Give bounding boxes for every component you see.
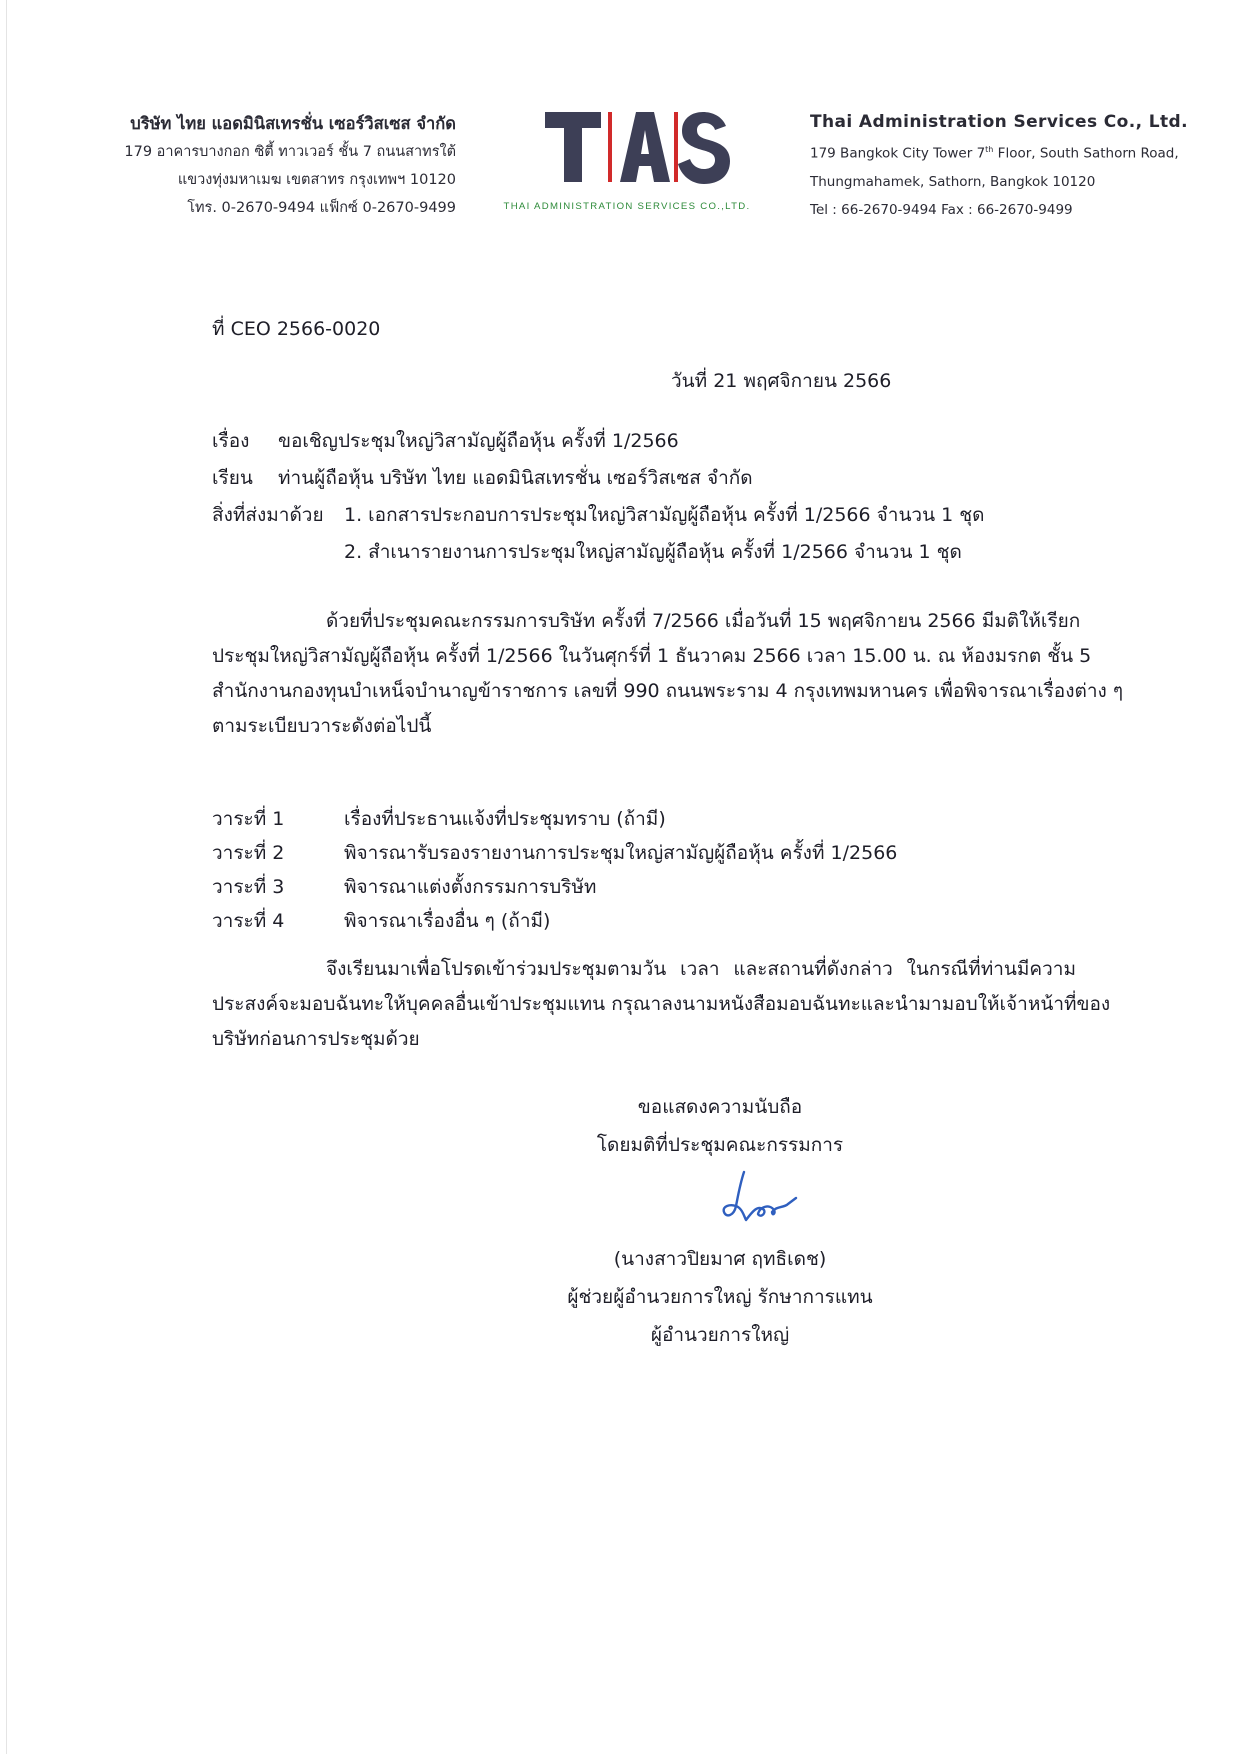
letterhead-thai: [124, 110, 456, 222]
phone-thai: โทร. 0-2670-9494 แฟ็กซ์ 0-2670-9499: [187, 200, 456, 216]
paragraph-line: ด้วยที่ประชุมคณะกรรมการบริษัท ครั้งที่ 7/2566 เมื่อวันที่ 15 พฤศจิกายน 2566 มีมติให้เรียก: [326, 610, 1081, 632]
agenda-text: พิจารณารับรองรายงานการประชุมใหญ่สามัญผู้ถือหุ้น ครั้งที่ 1/2566: [344, 842, 898, 864]
paragraph-line: ประชุมใหญ่วิสามัญผู้ถือหุ้น ครั้งที่ 1/2566 ในวันศุกร์ที่ 1 ธันวาคม 2566 เวลา 15.00 น. ณ ห้องมรกต ชั้น 5: [212, 645, 1092, 667]
address-thai-line-2: แขวงทุ่งมหาเมฆ เขตสาทร กรุงเทพฯ 10120: [177, 172, 456, 188]
logo-caption: THAI ADMINISTRATION SERVICES CO.,LTD.: [503, 201, 751, 212]
agenda-item: [212, 836, 897, 870]
to-text: ท่านผู้ถือหุ้น บริษัท ไทย แอดมินิสเทรชั่น เซอร์วิสเซส จำกัด: [278, 467, 753, 489]
logo-letters: [545, 112, 730, 184]
phone-english: Tel : 66-2670-9494 Fax : 66-2670-9499: [810, 201, 1073, 218]
signer-title: ผู้อำนวยการใหญ่: [650, 1324, 790, 1346]
signer-title: ผู้ช่วยผู้อำนวยการใหญ่ รักษาการแทน: [567, 1286, 873, 1308]
subject-label: เรื่อง: [212, 430, 250, 452]
to-label: เรียน: [212, 467, 253, 489]
agenda-text: พิจารณาเรื่องอื่น ๆ (ถ้ามี): [344, 910, 551, 932]
letter-reference: ที่ CEO 2566-0020: [212, 318, 381, 340]
agenda-text: เรื่องที่ประธานแจ้งที่ประชุมทราบ (ถ้ามี): [344, 808, 666, 830]
subject-text: ขอเชิญประชุมใหญ่วิสามัญผู้ถือหุ้น ครั้งที่ 1/2566: [278, 430, 679, 452]
agenda-number: วาระที่ 4: [212, 910, 285, 932]
by-resolution: โดยมติที่ประชุมคณะกรรมการ: [596, 1134, 844, 1156]
agenda-number: วาระที่ 3: [212, 876, 285, 898]
closing-paragraph: [212, 952, 1111, 1057]
address-english-line-1: 179 Bangkok City Tower 7th Floor, South Sathorn Road,: [810, 145, 1179, 162]
letter-date: วันที่ 21 พฤศจิกายน 2566: [671, 370, 892, 392]
company-logo: [488, 108, 766, 218]
signature: [714, 1166, 810, 1236]
company-name-thai: บริษัท ไทย แอดมินิสเทรชั่น เซอร์วิสเซส จำกัด: [130, 114, 456, 133]
letterhead-english: [810, 108, 1188, 224]
agenda-item: [212, 802, 897, 836]
enclosures-label: สิ่งที่ส่งมาด้วย: [212, 504, 324, 526]
agenda-item: [212, 904, 897, 938]
paragraph-line: ตามระเบียบวาระดังต่อไปนี้: [212, 715, 432, 737]
sign-off: ขอแสดงความนับถือ: [637, 1096, 803, 1118]
subject-row: [212, 426, 679, 456]
agenda-item: [212, 870, 897, 904]
address-thai-line-1: 179 อาคารบางกอก ซิตี้ ทาวเวอร์ ชั้น 7 ถนนสาทรใต้: [124, 144, 456, 160]
address-english-line-2: Thungmahamek, Sathorn, Bangkok 10120: [810, 173, 1096, 190]
page-edge: [6, 0, 7, 1754]
enclosure-item: 2. สำเนารายงานการประชุมใหญ่สามัญผู้ถือหุ้น ครั้งที่ 1/2566 จำนวน 1 ชุด: [344, 541, 962, 563]
paragraph-line: ประสงค์จะมอบฉันทะให้บุคคลอื่นเข้าประชุมแทน กรุณาลงนามหนังสือมอบฉันทะและนำมามอบให้เจ้าหน้าที่ของ: [212, 993, 1111, 1015]
agenda-list: [212, 802, 897, 938]
agenda-number: วาระที่ 1: [212, 808, 285, 830]
to-row: [212, 463, 753, 493]
agenda-text: พิจารณาแต่งตั้งกรรมการบริษัท: [344, 876, 597, 898]
signer-name: (นางสาวปิยมาศ ฤทธิเดช): [613, 1248, 827, 1270]
agenda-number: วาระที่ 2: [212, 842, 285, 864]
paragraph-line: บริษัทก่อนการประชุมด้วย: [212, 1028, 420, 1050]
intro-paragraph: [212, 604, 1124, 744]
enclosures-row: [212, 500, 985, 530]
enclosure-item: 1. เอกสารประกอบการประชุมใหญ่วิสามัญผู้ถือหุ้น ครั้งที่ 1/2566 จำนวน 1 ชุด: [344, 504, 985, 526]
company-name-english: Thai Administration Services Co., Ltd.: [810, 112, 1188, 132]
paragraph-line: สำนักงานกองทุนบำเหน็จบำนาญข้าราชการ เลขที่ 990 ถนนพระราม 4 กรุงเทพมหานคร เพื่อพิจารณาเรื่องต่าง ๆ: [212, 680, 1124, 702]
paragraph-line: จึงเรียนมาเพื่อโปรดเข้าร่วมประชุมตามวัน เวลา และสถานที่ดังกล่าว ในกรณีที่ท่านมีความ: [326, 958, 1076, 980]
